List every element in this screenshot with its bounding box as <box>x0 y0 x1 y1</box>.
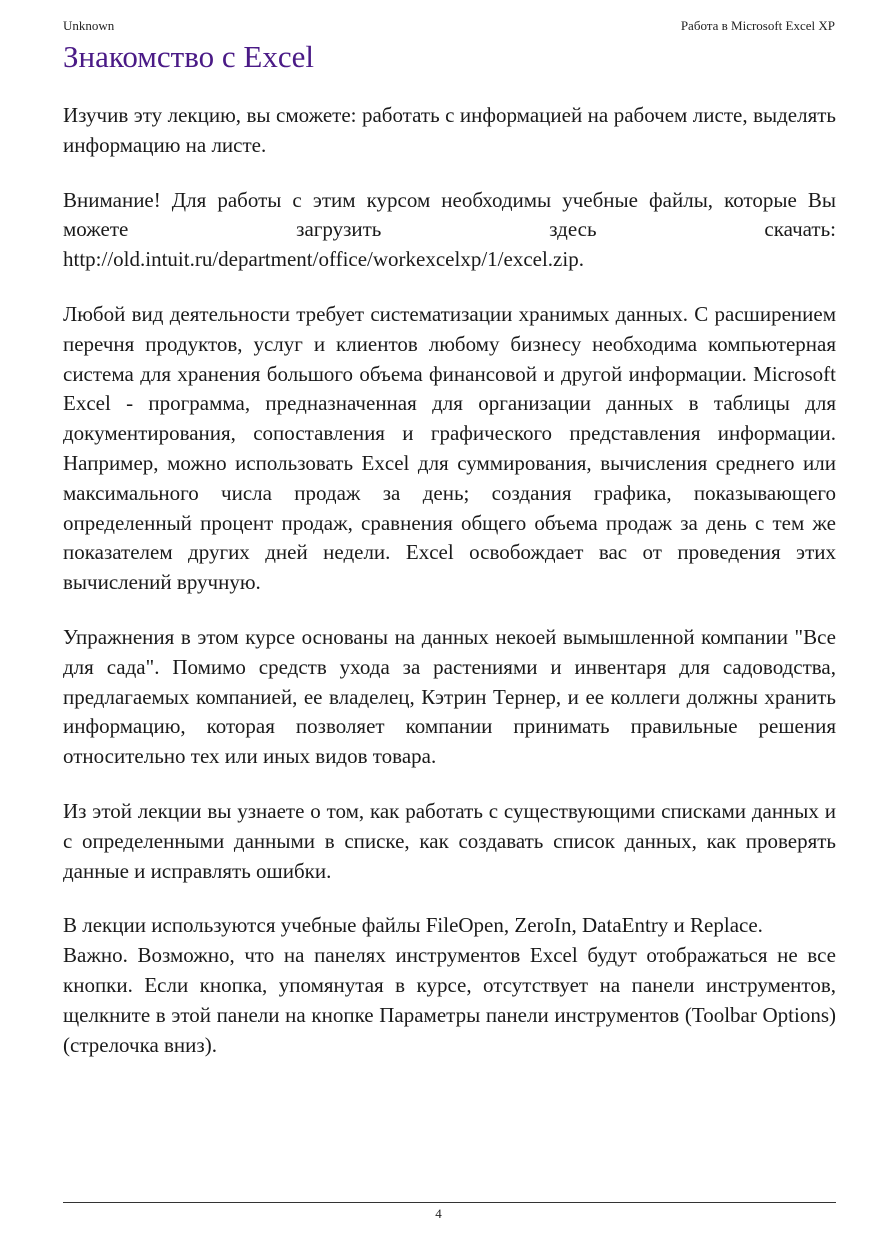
paragraph-important: Важно. Возможно, что на панелях инструментов Excel будут отображаться не все кнопки. Если кнопка, упомянутая в курсе, отсутствует на панели инструментов, щелкните в этой панели на кнопке Параметры панели инструментов (Toolbar Options) (стрелочка вниз). <box>63 943 836 1057</box>
body-text <box>63 101 836 1085</box>
paragraph-files: В лекции используются учебные файлы FileOpen, ZeroIn, DataEntry и Replace. <box>63 913 763 938</box>
header-left-text: Unknown <box>63 18 115 33</box>
footer-divider <box>63 1202 836 1203</box>
paragraph-exercises: Упражнения в этом курсе основаны на данных некоей вымышленной компании "Все для сада". Помимо средств ухода за растениями и инвентаря для садоводства, предлагаемых компанией, ее владелец, Кэтрин Тернер, и ее коллеги должны хранить информацию, которая позволяет компании принимать правильные решения относительно тех или иных видов товара. <box>63 624 836 769</box>
running-header <box>63 18 835 36</box>
header-right-text: Работа в Microsoft Excel XP <box>680 18 835 33</box>
page-title: Знакомство с Excel <box>63 39 314 74</box>
paragraph-objectives: Изучив эту лекцию, вы сможете: работать с информацией на рабочем листе, выделять информацию на листе. <box>63 103 836 157</box>
paragraph-attention: Внимание! Для работы с этим курсом необходимы учебные файлы, которые Вы можете загрузить здесь скачать: http://old.intuit.ru/department/office/workexcelxp/1/excel.zip. <box>63 187 836 272</box>
paragraph-lecture-goals: Из этой лекции вы узнаете о том, как работать с существующими списками данных и с определенными данными в списке, как создавать список данных, как проверять данные и исправлять ошибки. <box>63 798 836 883</box>
paragraph-overview: Любой вид деятельности требует систематизации хранимых данных. С расширением перечня продуктов, услуг и клиентов любому бизнесу необходима компьютерная система для хранения большого объема финансовой и другой информации. Microsoft Excel - программа, предназначенная для организации данных в таблицы для документирования, сопоставления и графического представления информации. Например, можно использовать Excel для суммирования, вычисления среднего или максимального числа продаж за день; создания графика, показывающего определенный процент продаж, сравнения общего объема продаж за день с тем же показателем других дней недели. Excel освобождает вас от проведения этих вычислений вручную. <box>63 301 836 595</box>
page-number: 4 <box>435 1206 442 1221</box>
